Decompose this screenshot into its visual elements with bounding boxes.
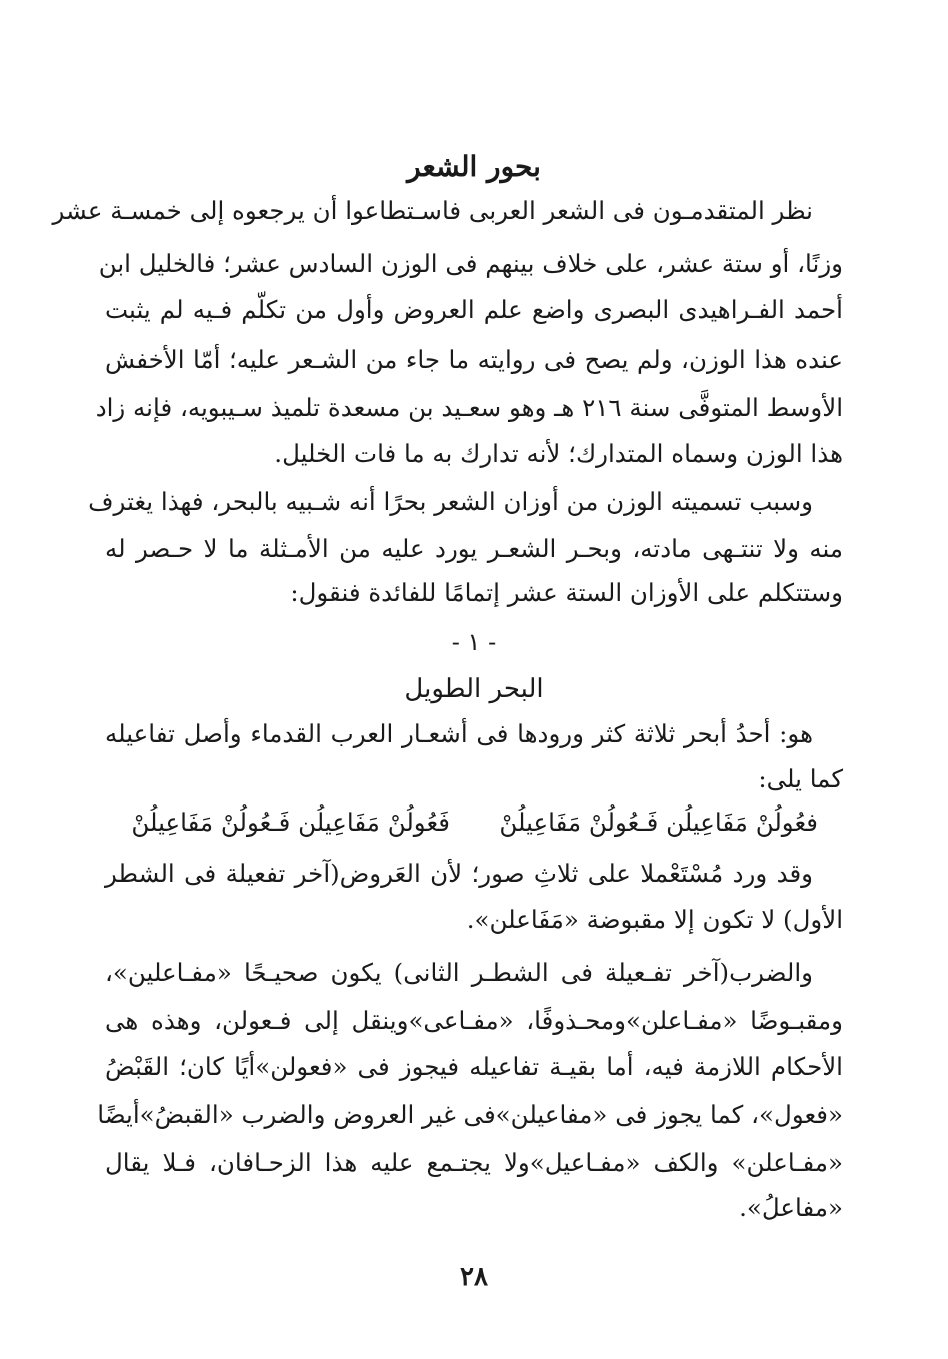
text-line: وقد ورد مُسْتَعْملا على ثلاثِ صور؛ لأن العَروض(آخر تفعيلة فى الشطر xyxy=(105,859,813,888)
text-line: وزنًا، أو ستة عشر، على خلاف بينهم فى الوزن السادس عشر؛ فالخليل ابن xyxy=(98,249,843,278)
text-line: أحمد الفـراهيدى البصرى واضع علم العروض وأول من تكلّم فـيه لم يثبت xyxy=(105,295,843,324)
text-line: هو: أحدُ أبحر ثلاثة كثر ورودها فى أشعـار العرب القدماء وأصل تفاعيله xyxy=(105,719,813,748)
text-line: «مفاعلُ». xyxy=(739,1193,843,1222)
section-number: - ١ - xyxy=(451,628,497,656)
verse-second-hemistich: فَعُولُنْ مَفَاعِيلُن فَـعُولُنْ مَفَاعِيلُنْ xyxy=(131,808,450,837)
text-line: والضرب(آخر تفـعيلة فى الشطـر الثانى) يكون صحيـحًا «مفـاعلين»، xyxy=(105,958,813,987)
text-line: منه ولا تنتـهى مادته، وبحـر الشعـر يورد عليه من الأمـثلة ما لا حـصر له xyxy=(105,534,843,563)
text-line: كما يلى: xyxy=(758,764,843,793)
text-line: «مفـاعلن» والكف «مفـاعيل»ولا يجتـمع عليه هذا الزحـافان، فـلا يقال xyxy=(105,1148,843,1177)
text-line: الأوسط المتوفَّى سنة ٢١٦ هـ وهو سعـيد بن مسعدة تلميذ سـيبويه، فإنه زاد xyxy=(95,393,843,422)
verse-first-hemistich: فعُولُنْ مَفَاعِيلُن فَـعُولُنْ مَفَاعِيلُنْ xyxy=(499,808,818,837)
text-line: نظر المتقدمـون فى الشعر العربى فاسـتطاعوا أن يرجعوه إلى خمسـة عشر xyxy=(52,196,813,225)
text-line: الأحكام اللازمة فيه، أما بقيـة تفاعيله فيجوز فى «فعولن»أيًا كان؛ القَبْضُ xyxy=(105,1052,843,1081)
text-line: هذا الوزن وسماه المتدارك؛ لأنه تدارك به ما فات الخليل. xyxy=(274,439,843,468)
text-line: عنده هذا الوزن، ولم يصح فى روايته ما جاء من الشـعر عليه؛ أمّا الأخفش xyxy=(105,345,843,374)
text-line: «فعول»، كما يجوز فى «مفاعيلن»فى غير العروض والضرب «القبضُ»أيضًا xyxy=(97,1100,843,1129)
text-line: وسبب تسميته الوزن من أوزان الشعر بحرًا أنه شـبيه بالبحر، فهذا يغترف xyxy=(88,487,813,516)
section-title: البحر الطويل xyxy=(404,674,544,704)
text-line: وستتكلم على الأوزان الستة عشر إتمامًا للفائدة فنقول: xyxy=(290,578,843,607)
text-line: ومقبـوضًا «مفـاعلن»ومحـذوفًا، «مفـاعى»وينقل إلى فـعولن، وهذه هى xyxy=(105,1006,843,1035)
page-title: بحور الشعر xyxy=(407,150,541,183)
text-line: الأول) لا تكون إلا مقبوضة «مَفَاعلن». xyxy=(466,905,843,934)
page-number: ٢٨ xyxy=(460,1262,488,1292)
